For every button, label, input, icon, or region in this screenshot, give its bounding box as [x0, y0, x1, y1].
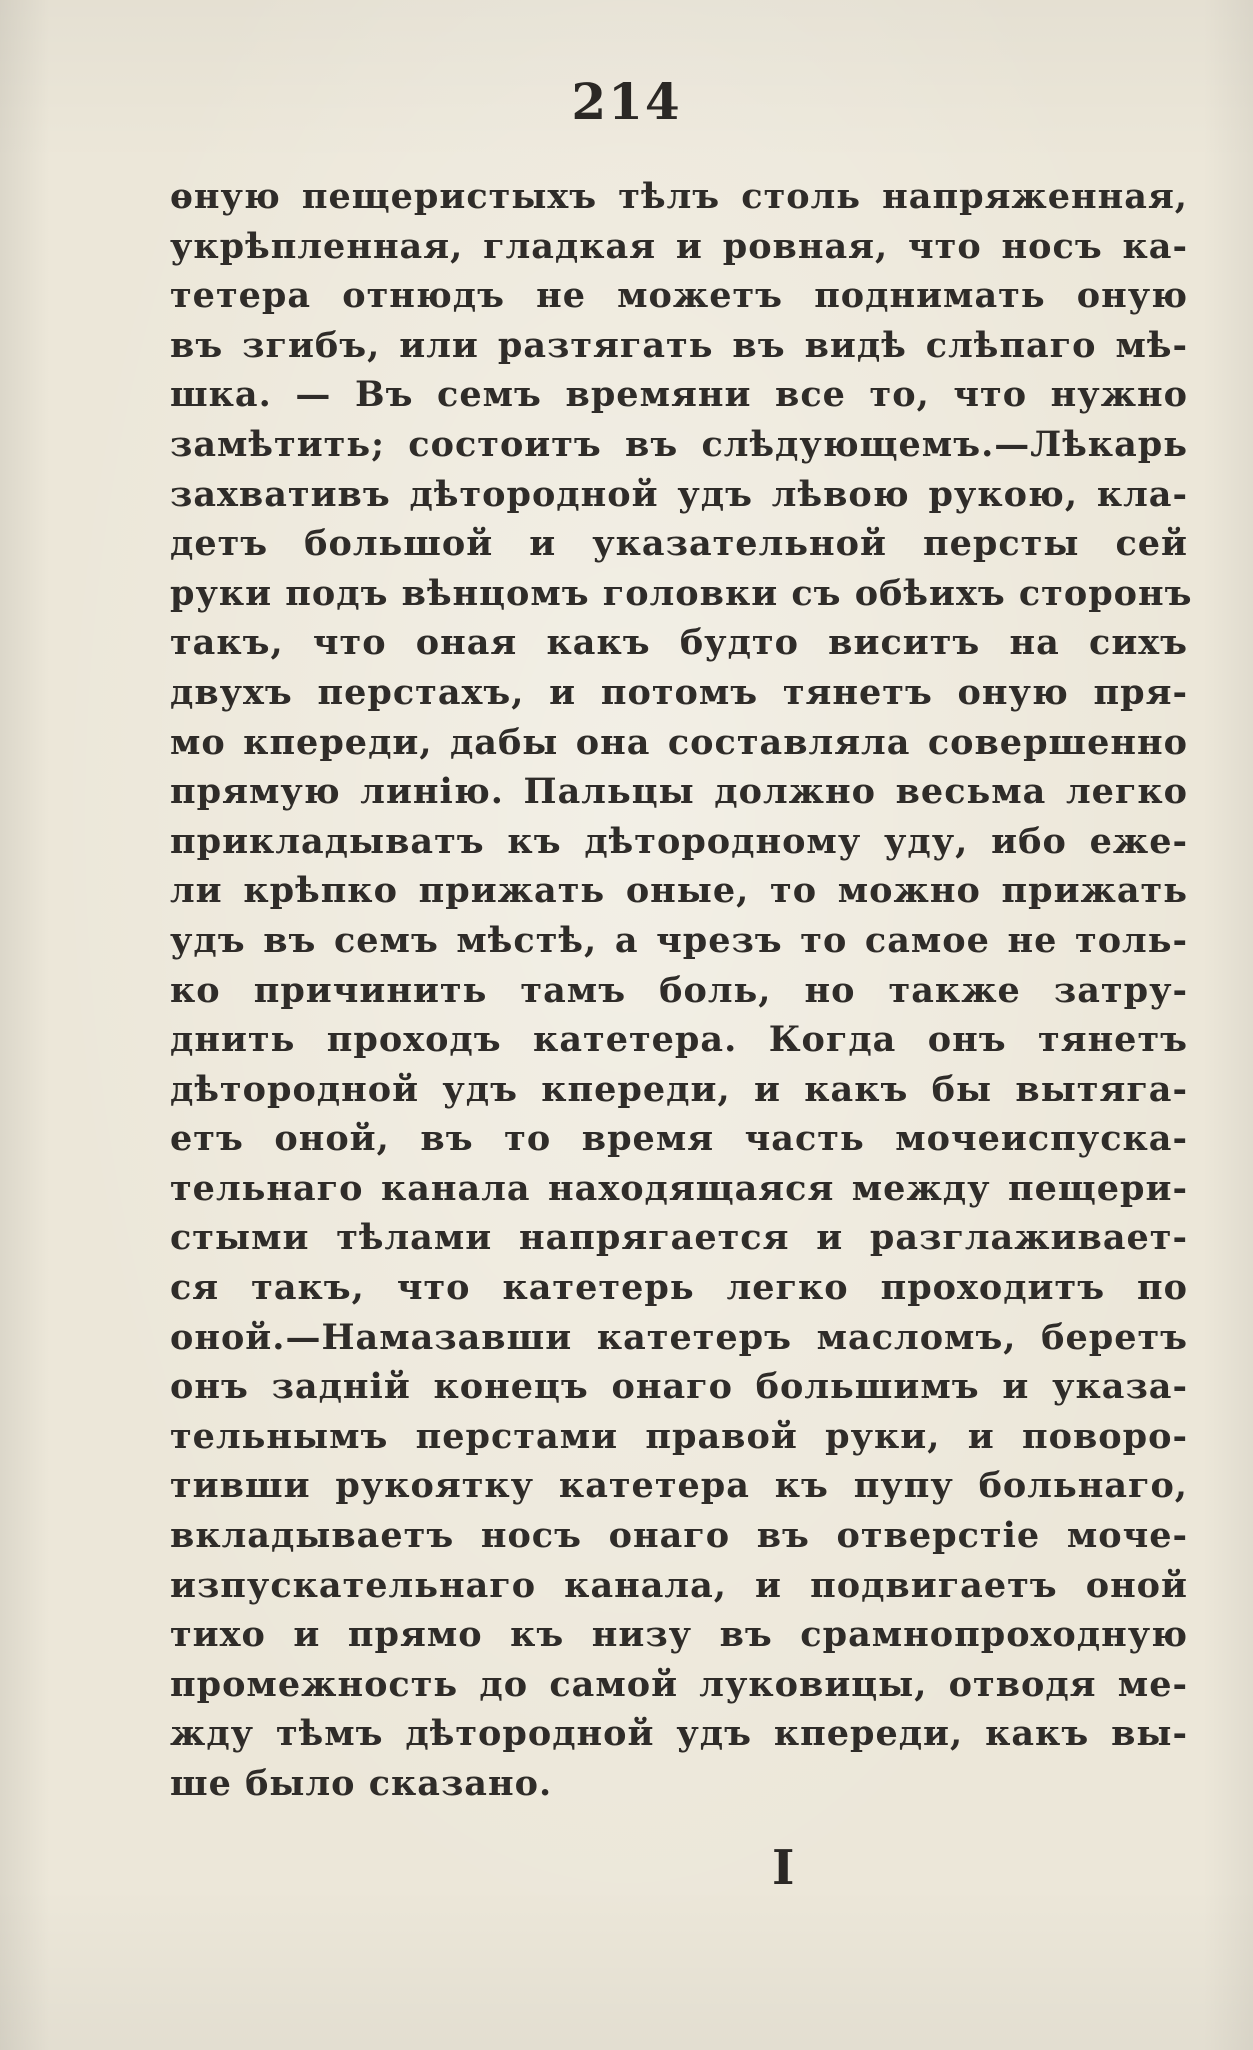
text-line: промежность до самой луковицы, отводя ме-	[170, 1663, 1188, 1705]
text-line: тетера отнюдъ не можетъ поднимать оную	[170, 275, 1188, 317]
text-line: ли крѣпко прижать оные, то можно прижать	[170, 870, 1188, 912]
text-line: замѣтить; состоитъ въ слѣдующемъ.—Лѣкарь	[170, 423, 1188, 465]
page-number: 214	[571, 72, 682, 131]
text-line: руки подъ вѣнцомъ головки съ обѣихъ сторонъ	[170, 572, 1193, 614]
text-line: прикладыватъ къ дѣтородному уду, ибо еже-	[170, 820, 1188, 862]
text-line: етъ оной, въ то время часть мочеиспуска-	[170, 1118, 1188, 1160]
text-line: шка. — Въ семъ времяни все то, что нужно	[170, 374, 1188, 416]
text-line: вкладываетъ носъ онаго въ отверстіе моче-	[170, 1515, 1188, 1557]
body-text	[170, 172, 1193, 1809]
text-line: дѣтородной удъ кпереди, и какъ бы вытяга-	[170, 1068, 1188, 1110]
text-line: тивши рукоятку катетера къ пупу больнаго,	[170, 1465, 1188, 1507]
text-line: стыми тѣлами напрягается и разглаживает-	[170, 1217, 1188, 1259]
text-line: удъ въ семъ мѣстѣ, а чрезъ то самое не толь-	[170, 919, 1188, 961]
text-line: ше было сказано.	[170, 1763, 553, 1804]
text-line: онъ задній конецъ онаго большимъ и указа-	[170, 1366, 1188, 1408]
text-line: захвативъ дѣтородной удъ лѣвою рукою, кла-	[170, 473, 1188, 515]
text-line: тихо и прямо къ низу въ срамнопроходную	[170, 1614, 1188, 1656]
text-line: ся такъ, что катетерь легко проходитъ по	[170, 1267, 1188, 1309]
text-line: мо кпереди, дабы она составляла совершенно	[170, 721, 1188, 763]
catchword: I	[772, 1840, 795, 1896]
text-line: ко причинить тамъ боль, но также затру-	[170, 969, 1188, 1011]
text-line: ѳную пещеристыхъ тѣлъ столь напряженная,	[170, 176, 1188, 217]
text-line: детъ большой и указательной персты сей	[170, 523, 1188, 565]
text-line: тельнымъ перстами правой руки, и поворо-	[170, 1415, 1188, 1457]
text-line: жду тѣмъ дѣтородной удъ кпереди, какъ вы-	[170, 1713, 1188, 1755]
text-line: такъ, что оная какъ будто виситъ на сихъ	[170, 622, 1188, 664]
text-line: днить проходъ катетера. Когда онъ тянетъ	[170, 1019, 1188, 1061]
text-line: двухъ перстахъ, и потомъ тянетъ оную пря-	[170, 671, 1188, 713]
text-line: въ згибъ, или разтягать въ видѣ слѣпаго мѣ-	[170, 324, 1188, 366]
text-line: изпускательнаго канала, и подвигаетъ оной	[170, 1564, 1188, 1606]
text-line: прямую линію. Пальцы должно весьма легко	[170, 771, 1188, 813]
text-line: укрѣпленная, гладкая и ровная, что носъ ка-	[170, 225, 1188, 267]
text-line: оной.—Намазавши катетеръ масломъ, беретъ	[170, 1316, 1188, 1358]
text-line: тельнаго канала находящаяся между пещери-	[170, 1167, 1188, 1209]
